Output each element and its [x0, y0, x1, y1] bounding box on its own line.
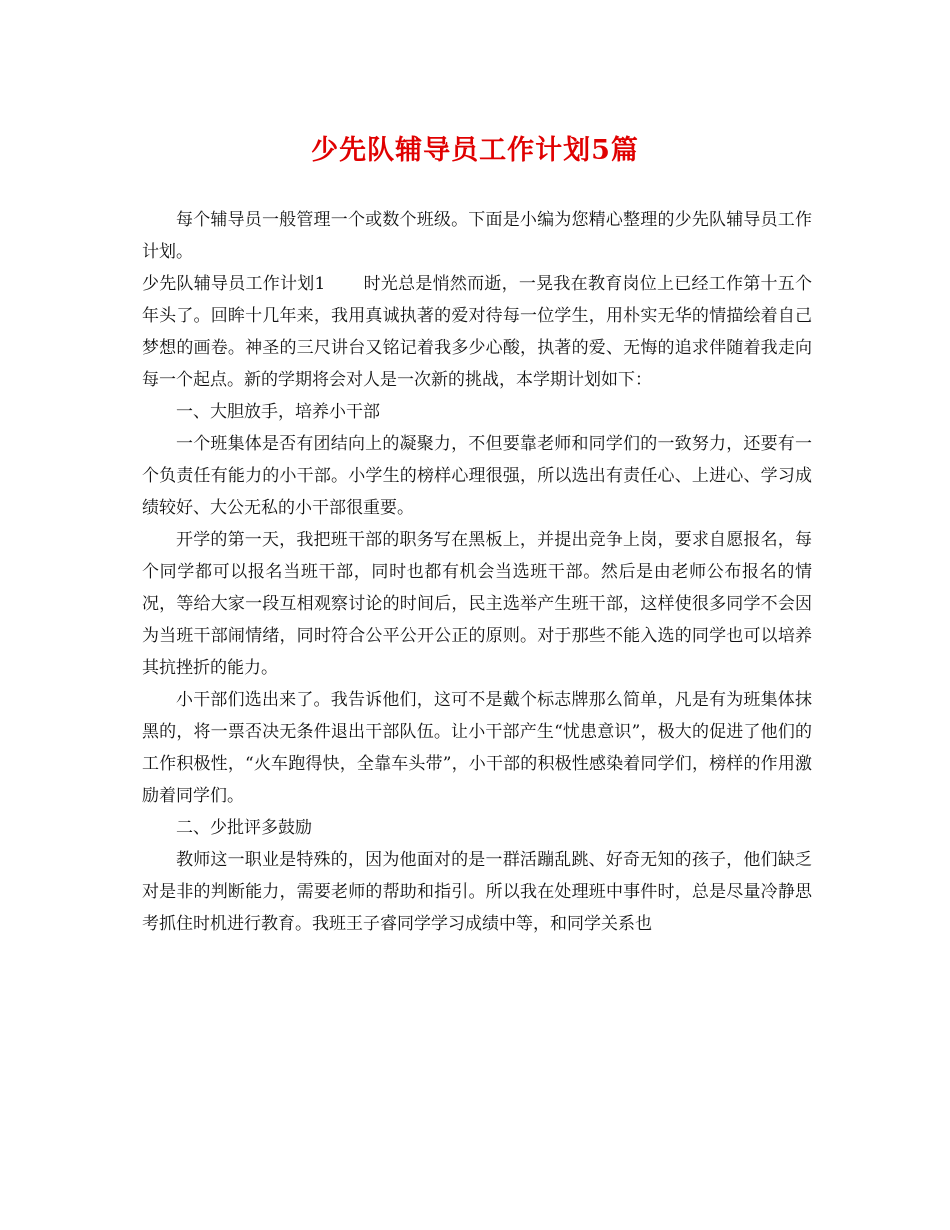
- plan1-label: 少先队辅导员工作计划1: [142, 274, 326, 294]
- section1-paragraph-3: 小干部们选出来了。我告诉他们，这可不是戴个标志牌那么简单，凡是有为班集体抹黑的，将一票否决无条件退出干部队伍。让小干部产生“忧患意识”，极大的促进了他们的工作积极性，“火车跑得快，全靠车头带”，小干部的积极性感染着同学们，榜样的作用激励着同学们。: [142, 690, 812, 806]
- section1-paragraph-1: 一个班集体是否有团结向上的凝聚力，不但要靠老师和同学们的一致努力，还要有一个负责任有能力的小干部。小学生的榜样心理很强，所以选出有责任心、上进心、学习成绩较好、大公无私的小干部很重要。: [142, 434, 812, 518]
- plan1-text: 时光总是悄然而逝，一晃我在教育岗位上已经工作第十五个年头了。回眸十几年来，我用真诚执著的爱对待每一位学生，用朴实无华的情描绘着自己梦想的画卷。神圣的三尺讲台又铭记着我多少心酸，执著的爱、无悔的追求伴随着我走向每一个起点。新的学期将会对人是一次新的挑战，本学期计划如下：: [142, 274, 812, 390]
- document-body: [142, 204, 812, 940]
- section2-heading: 二、少批评多鼓励: [176, 818, 312, 838]
- intro-paragraph: 每个辅导员一般管理一个或数个班级。下面是小编为您精心整理的少先队辅导员工作计划。: [142, 210, 812, 262]
- section2-paragraph-1: 教师这一职业是特殊的，因为他面对的是一群活蹦乱跳、好奇无知的孩子，他们缺乏对是非的判断能力，需要老师的帮助和指引。所以我在处理班中事件时，总是尽量冷静思考抓住时机进行教育。我班王子睿同学学习成绩中等，和同学关系也: [142, 850, 812, 934]
- section1-paragraph-2: 开学的第一天，我把班干部的职务写在黑板上，并提出竞争上岗，要求自愿报名，每个同学都可以报名当班干部，同时也都有机会当选班干部。然后是由老师公布报名的情况，等给大家一段互相观察讨论的时间后，民主选举产生班干部，这样使很多同学不会因为当班干部闹情绪，同时符合公平公开公正的原则。对于那些不能入选的同学也可以培养其抗挫折的能力。: [142, 530, 812, 678]
- section1-heading: 一、大胆放手，培养小干部: [176, 402, 380, 422]
- plan1-paragraph: [142, 268, 812, 396]
- document-title: 少先队辅导员工作计划5篇: [311, 135, 639, 166]
